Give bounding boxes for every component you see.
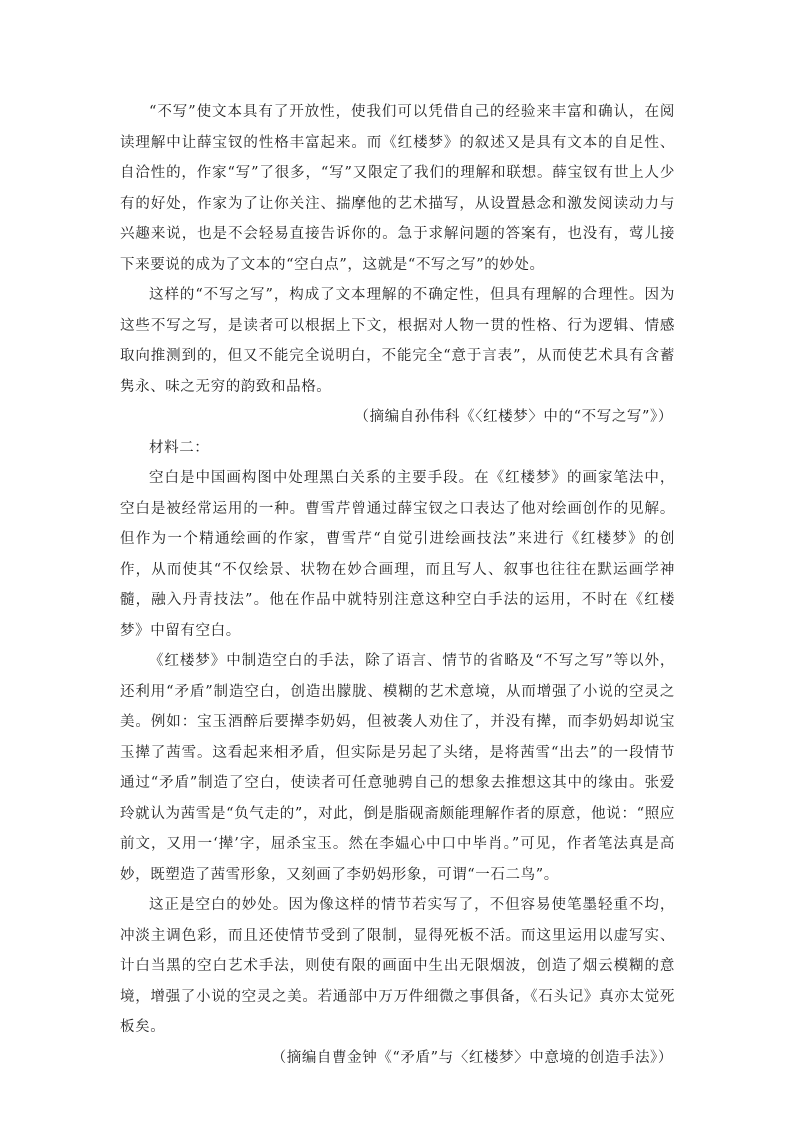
source-citation-1: （摘编自孙伟科《〈红楼梦〉中的“不写之写”》） (354, 409, 673, 425)
paragraph-1: “不写”使文本具有了开放性，使我们可以凭借自己的经验来丰富和确认，在阅读理解中让薛宝钗的性格丰富起来。而《红楼梦》的叙述又是具有文本的自足性、自洽性的，作家“写”了很多，“写”又限定了我们的理解和联想。薛宝钗有世上人少有的好处，作家为了让你关注、揣摩他的艺术描写，从设置悬念和激发阅读动力与兴趣来说，也是不会轻易直接告诉你的。急于求解问题的答案有，也没有，莺儿接下来要说的成为了文本的“空白点”，这就是“不写之写”的妙处。 (120, 104, 675, 273)
source-citation-2: （摘编自曹金钟《“矛盾”与〈红楼梦〉中意境的创造手法》） (271, 1049, 673, 1066)
material-2-heading: 材料二： (149, 439, 210, 456)
paragraph-4: 《红楼梦》中制造空白的手法，除了语言、情节的省略及“不写之写”等以外，还利用“矛盾”制造空白，创造出朦胧、模糊的艺术意境，从而增强了小说的空灵之美。例如：宝玉酒醉后要撵李奶妈，但被袭人劝住了，并没有撵，而李奶妈却说宝玉撵了茜雪。这看起来相矛盾，但实际是另起了头绪，是将茜雪“出去”的一段情节通过“矛盾”制造了空白，使读者可任意驰骋自己的想象去推想这其中的缘由。张爱玲就认为茜雪是“负气走的”，对此，倒是脂砚斋颇能理解作者的原意，他说：“照应前文，又用一‘撵’字，屈杀宝玉。然在李媪心中口中毕肖。”可见，作者笔法真是高妙，既塑造了茜雪形象，又刻画了李奶妈形象，可谓“一石二鸟”。 (120, 653, 675, 883)
article-body (120, 97, 675, 1073)
paragraph-2: 这样的“不写之写”，构成了文本理解的不确定性，但具有理解的合理性。因为这些不写之写，是读者可以根据上下文，根据对人物一贯的性格、行为逻辑、情感取向推测到的，但又不能完全说明白，不能完全“意于言表”，从而使艺术具有含蓄隽永、味之无穷的韵致和品格。 (120, 287, 675, 395)
paragraph-3: 空白是中国画构图中处理黑白关系的主要手段。在《红楼梦》的画家笔法中，空白是被经常运用的一种。曹雪芹曾通过薛宝钗之口表达了他对绘画创作的见解。但作为一个精通绘画的作家，曹雪芹“自觉引进绘画技法”来进行《红楼梦》的创作，从而使其“不仅绘景、状物在妙合画理，而且写人、叙事也往往在默运画学神髓，融入丹青技法”。他在作品中就特别注意这种空白手法的运用，不时在《红楼梦》中留有空白。 (120, 470, 675, 639)
paragraph-5: 这正是空白的妙处。因为像这样的情节若实写了，不但容易使笔墨轻重不均，冲淡主调色彩，而且还使情节受到了限制，显得死板不活。而这里运用以虚写实、计白当黑的空白艺术手法，则使有限的画面中生出无限烟波，创造了烟云模糊的意境，增强了小说的空灵之美。若通部中万万件细微之事俱备，《石头记》真亦太觉死板矣。 (120, 897, 675, 1035)
